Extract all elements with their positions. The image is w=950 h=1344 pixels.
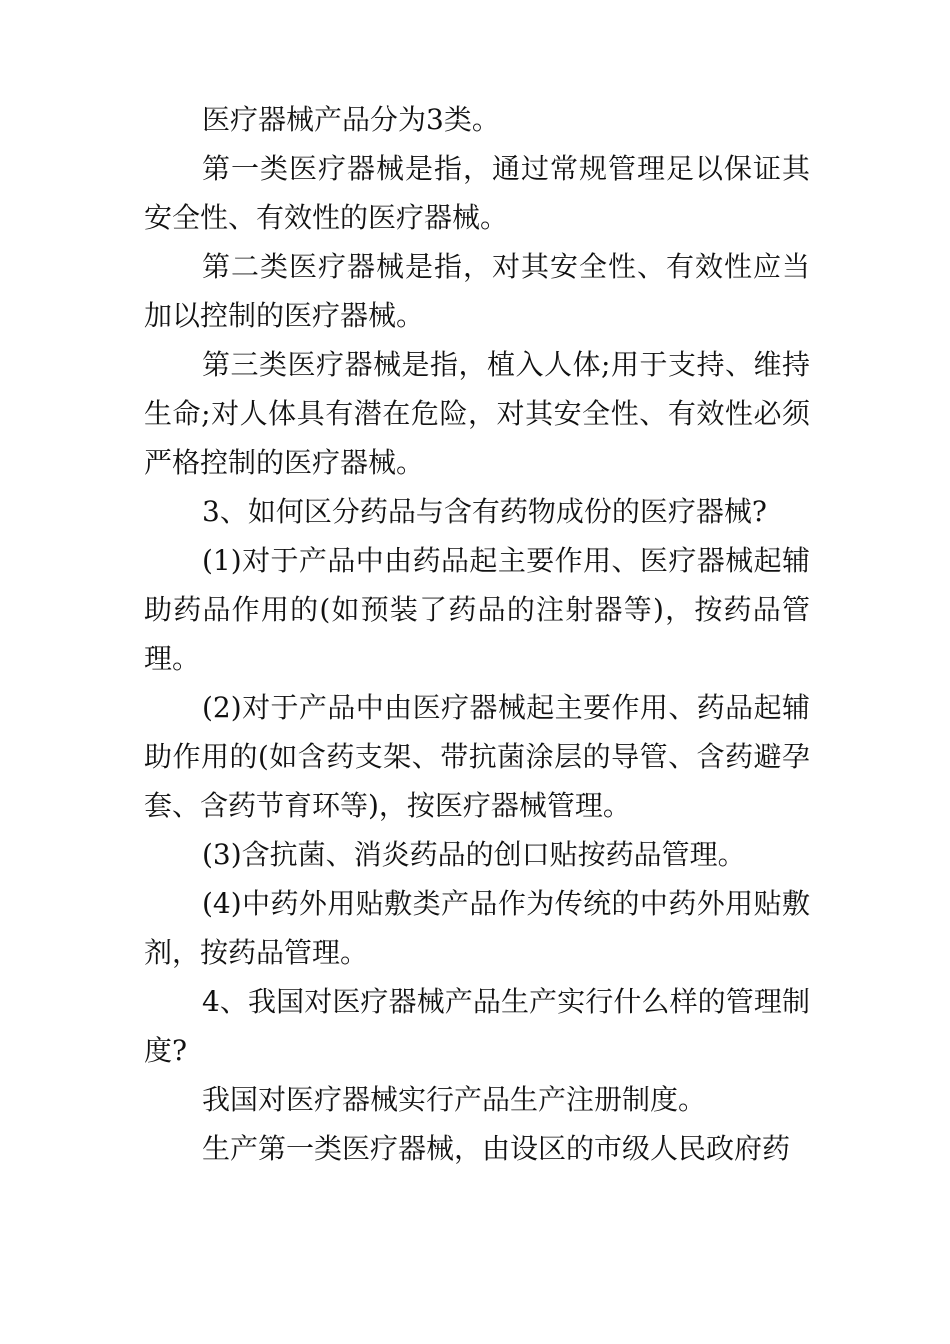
paragraph-3: 第二类医疗器械是指，对其安全性、有效性应当加以控制的医疗器械。 [144, 250, 810, 332]
paragraph-2: 第一类医疗器械是指，通过常规管理足以保证其安全性、有效性的医疗器械。 [144, 152, 810, 234]
paragraph-4: 第三类医疗器械是指，植入人体;用于支持、维持生命;对人体具有潜在危险，对其安全性、有效性必须严格控制的医疗器械。 [144, 348, 810, 479]
paragraph-5: 3、如何区分药品与含有药物成份的医疗器械? [202, 495, 767, 528]
paragraph-12: 生产第一类医疗器械，由设区的市级人民政府药 [202, 1132, 791, 1165]
paragraph-7: (2)对于产品中由医疗器械起主要作用、药品起辅助作用的(如含药支架、带抗菌涂层的导管、含药避孕套、含药节育环等)，按医疗器械管理。 [144, 691, 810, 822]
paragraph-6: (1)对于产品中由药品起主要作用、医疗器械起辅助药品作用的(如预装了药品的注射器等)，按药品管理。 [144, 544, 810, 675]
document-body [144, 95, 810, 1173]
paragraph-11: 我国对医疗器械实行产品生产注册制度。 [202, 1083, 707, 1116]
paragraph-10: 4、我国对医疗器械产品生产实行什么样的管理制度? [144, 985, 810, 1067]
paragraph-9: (4)中药外用贴敷类产品作为传统的中药外用贴敷剂，按药品管理。 [144, 887, 810, 969]
paragraph-1: 医疗器械产品分为3类。 [202, 103, 500, 136]
paragraph-8: (3)含抗菌、消炎药品的创口贴按药品管理。 [202, 838, 746, 871]
